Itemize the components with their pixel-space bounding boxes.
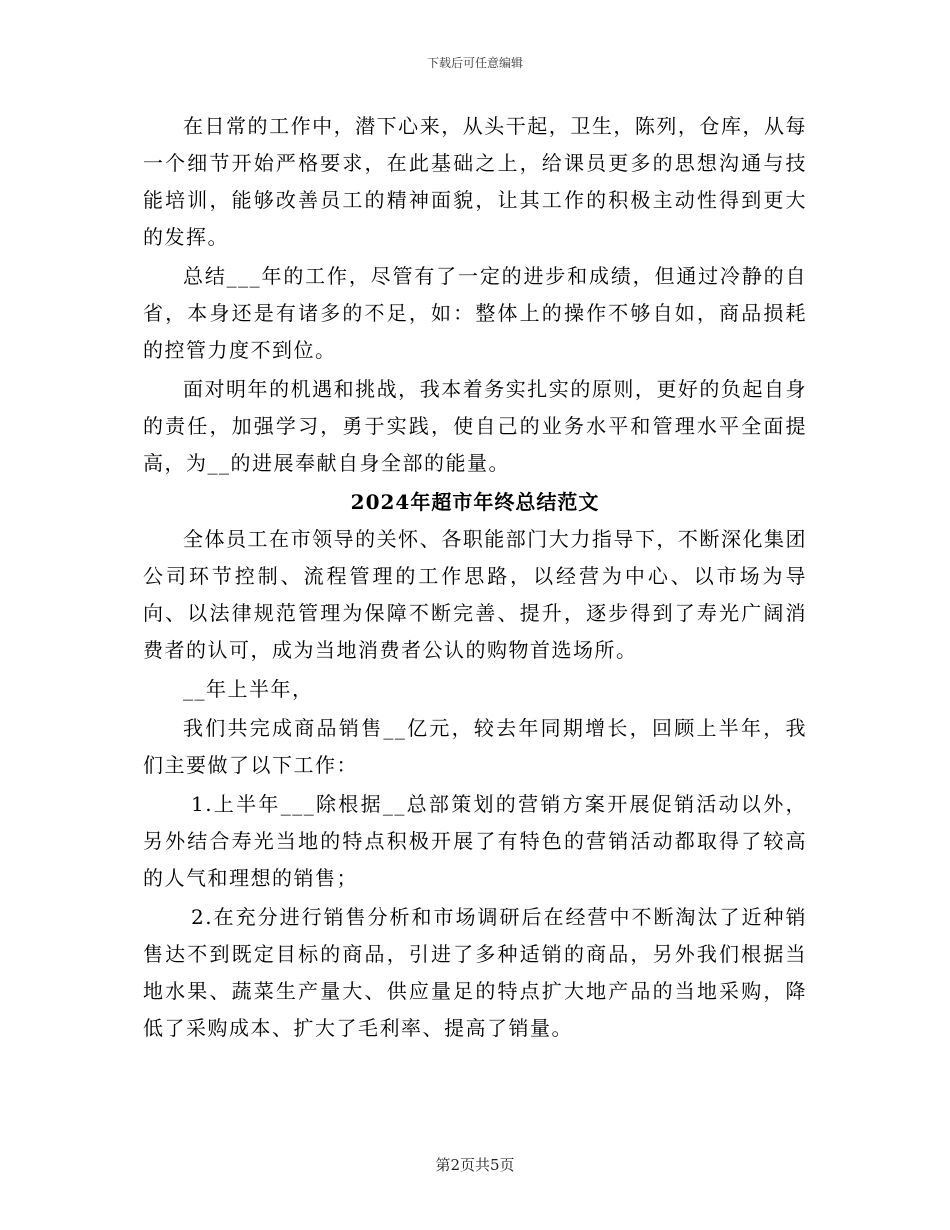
paragraph-intro: 全体员工在市领导的关怀、各职能部门大力指导下，不断深化集团公司环节控制、流程管理的工作思路，以经营为中心、以市场为导向、以法律规范管理为保障不断完善、提升，逐步得到了寿光广阔消费者的认可，成为当地消费者公认的购物首选场所。	[143, 527, 807, 662]
list-item-2: 2.在充分进行销售分析和市场调研后在经营中不断淘汰了近种销售达不到既定目标的商品，引进了多种适销的商品，另外我们根据当地水果、蔬菜生产量大、供应量足的特点扩大地产品的当地采购，降低了采购成本、扩大了毛利率、提高了销量。	[143, 905, 807, 1040]
paragraph-sales: 我们共完成商品销售__亿元，较去年同期增长，回顾上半年，我们主要做了以下工作：	[143, 716, 807, 777]
page-number: 第2页共5页	[435, 1156, 515, 1174]
paragraph-half-year: __年上半年，	[183, 677, 314, 701]
paragraph-daily-work: 在日常的工作中，潜下心来，从头干起，卫生，陈列，仓库，从每一个细节开始严格要求，在此基础之上，给课员更多的思想沟通与技能培训，能够改善员工的精神面貌，让其工作的积极主动性得到更大的发挥。	[143, 114, 807, 249]
section-title: 2024年超市年终总结范文	[350, 490, 600, 514]
paragraph-summary: 总结___年的工作，尽管有了一定的进步和成绩，但通过冷静的自省，本身还是有诸多的不足，如：整体上的操作不够自如，商品损耗的控管力度不到位。	[143, 264, 807, 362]
document-body	[143, 108, 807, 1047]
page-header: 下载后可任意编辑	[426, 56, 523, 70]
paragraph-next-year: 面对明年的机遇和挑战，我本着务实扎实的原则，更好的负起自身的责任，加强学习，勇于实践，使自己的业务水平和管理水平全面提高，为__的进展奉献自身全部的能量。	[143, 377, 807, 475]
list-item-1: 1.上半年___除根据__总部策划的营销方案开展促销活动以外，另外结合寿光当地的特点积极开展了有特色的营销活动都取得了较高的人气和理想的销售；	[143, 792, 807, 890]
